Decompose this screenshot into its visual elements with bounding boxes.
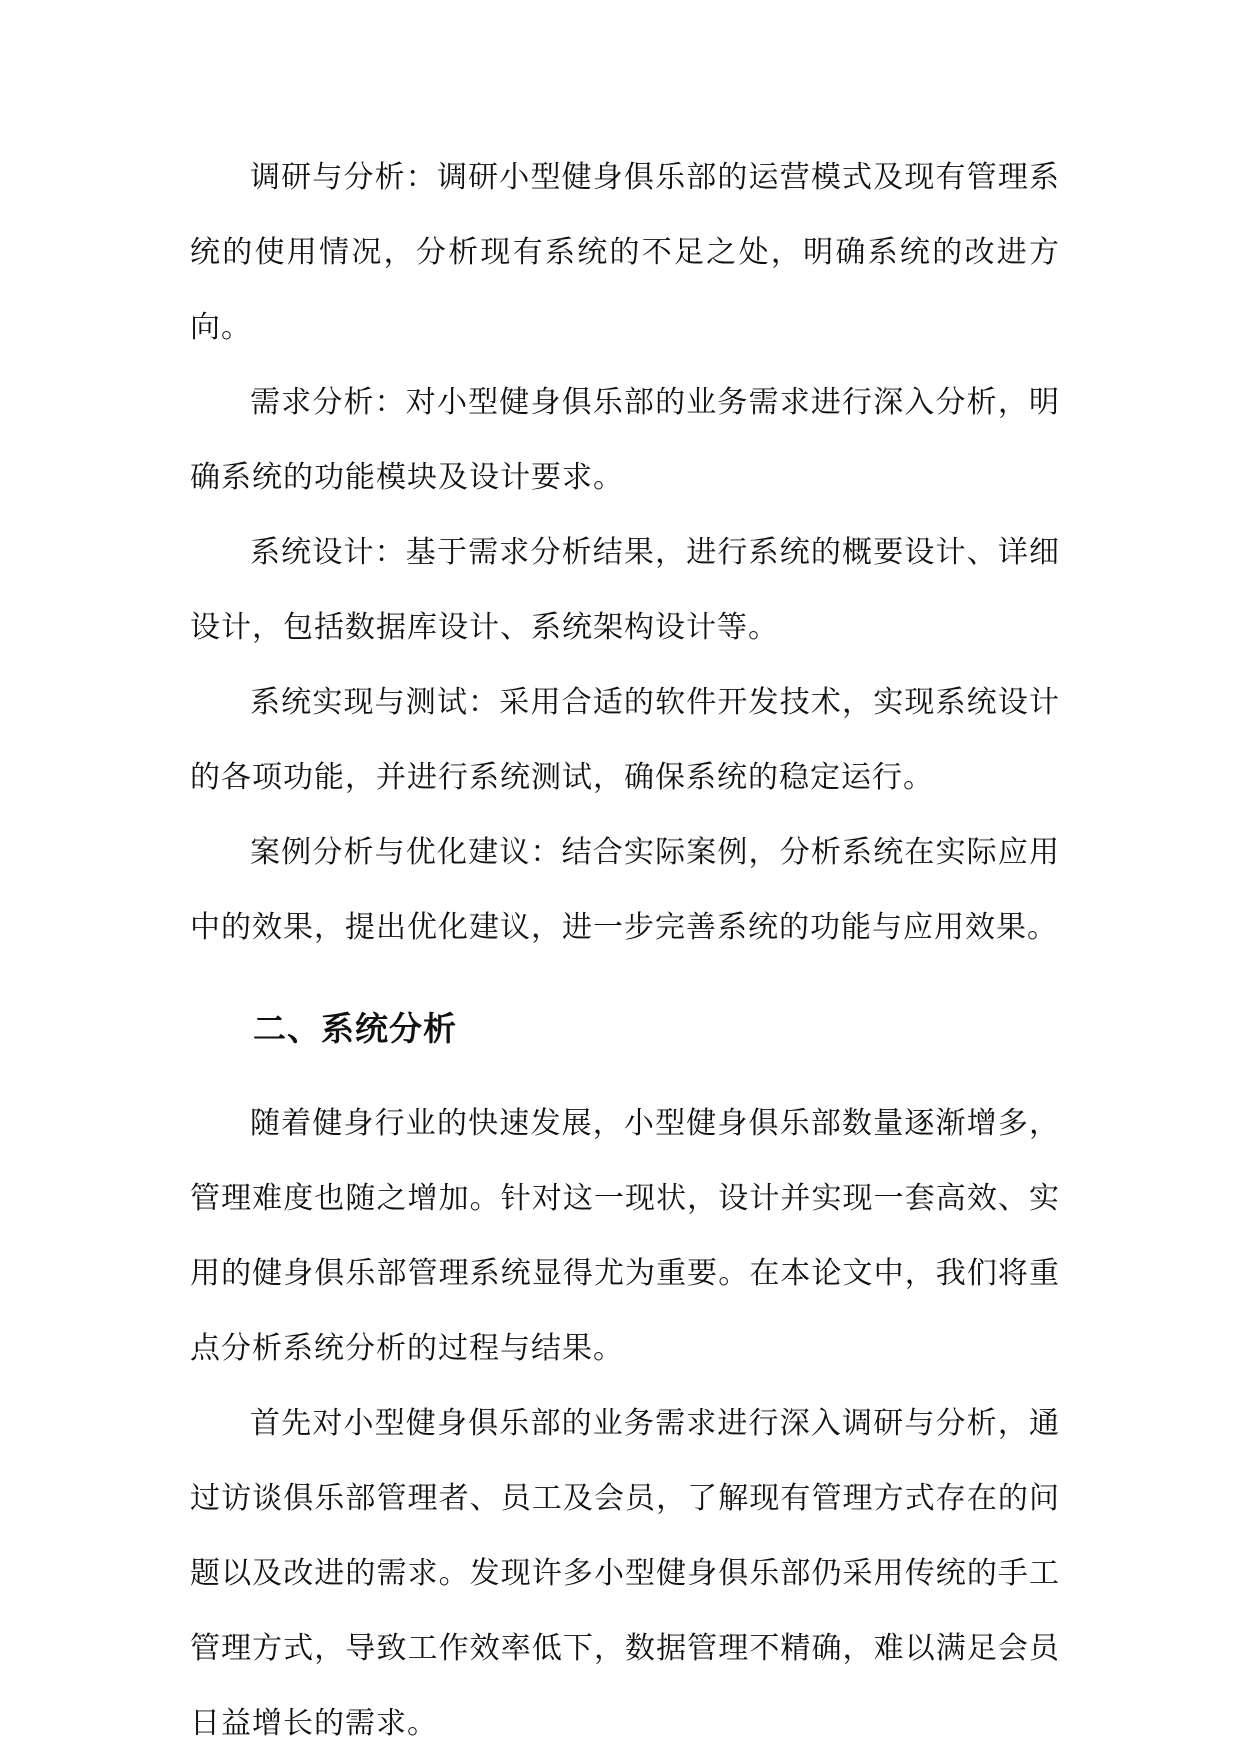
paragraph-requirements-analysis: 需求分析：对小型健身俱乐部的业务需求进行深入分析，明确系统的功能模块及设计要求。 bbox=[190, 385, 1060, 495]
paragraph-survey-findings: 首先对小型健身俱乐部的业务需求进行深入调研与分析，通过访谈俱乐部管理者、员工及会员，了解现有管理方式存在的问题以及改进的需求。发现许多小型健身俱乐部仍采用传统的手工管理方式，导致工作效率低下，数据管理不精确，难以满足会员日益增长的需求。 bbox=[190, 1406, 1060, 1741]
paragraph-system-design: 系统设计：基于需求分析结果，进行系统的概要设计、详细设计，包括数据库设计、系统架构设计等。 bbox=[190, 535, 1060, 645]
paragraph-implementation-testing: 系统实现与测试：采用合适的软件开发技术，实现系统设计的各项功能，并进行系统测试，确保系统的稳定运行。 bbox=[190, 685, 1060, 795]
document-body bbox=[190, 140, 1060, 1761]
section-heading: 二、系统分析 bbox=[253, 1009, 457, 1048]
paragraph-research-analysis: 调研与分析：调研小型健身俱乐部的运营模式及现有管理系统的使用情况，分析现有系统的不足之处，明确系统的改进方向。 bbox=[190, 160, 1060, 345]
paragraph-case-analysis: 案例分析与优化建议：结合实际案例，分析系统在实际应用中的效果，提出优化建议，进一步完善系统的功能与应用效果。 bbox=[190, 835, 1060, 945]
paragraph-industry-background: 随着健身行业的快速发展，小型健身俱乐部数量逐渐增多，管理难度也随之增加。针对这一现状，设计并实现一套高效、实用的健身俱乐部管理系统显得尤为重要。在本论文中，我们将重点分析系统分析的过程与结果。 bbox=[190, 1106, 1060, 1366]
